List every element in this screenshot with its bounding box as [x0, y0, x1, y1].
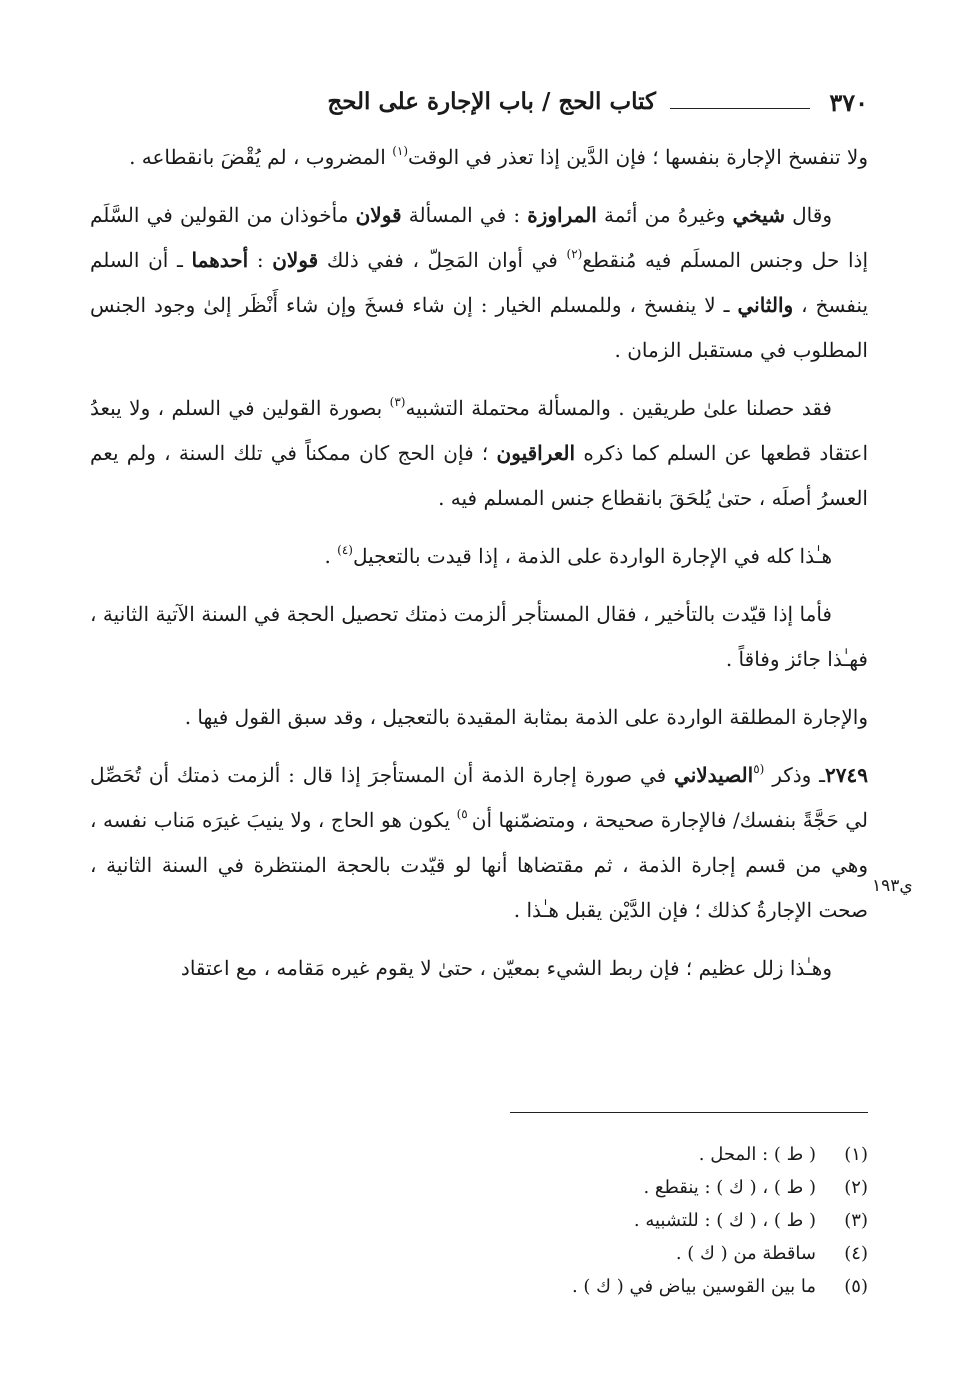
- paragraph-3: فقد حصلنا علىٰ طريقين . والمسألة محتملة التشبيه$^{(٣)}$ بصورة القولين في السلم ، ولا يبعدُ اعتقاد قطعها عن السلم كما ذكره العراقيون ؛ فإن الحج كان ممكناً في تلك السنة ، ولم يعم العسرُ أصلَه ، حتىٰ يُلحَقَ بانقطاع جنس المسلم فيه .: [90, 395, 868, 510]
- paragraph-4: هـٰذا كله في الإجارة الواردة على الذمة ، إذا قيدت بالتعجيل$^{(٤)}$ .: [324, 543, 832, 568]
- footnote-number: (٢): [844, 1177, 868, 1198]
- paragraph-7: ٢٧٤٩ـ وذكر $^{(٥}$الصيدلاني في صورة إجارة الذمة أن المستأجرَ إذا قال : ألزمت ذمتك أن تُحَصِّل لي حَجَّةً بنفسك/ فالإجارة صحيحة ، ومتضمّنها أن $^{٥)}$ يكون هو الحاج ، ولا ينيبَ غيرَه مَناب نفسه ، وهي من قسم إجارة الذمة ، ثم مقتضاها أنها لو قيّدت بالحجة المنتظرة في السنة الثانية ، صحت الإجارةُ كذلك ؛ فإن الدَّيْن يقبل هـٰذا .: [90, 762, 868, 922]
- footnotes: [400, 1138, 868, 1303]
- footnote-number: (٣): [844, 1210, 868, 1231]
- footnote-text: ساقطة من ( ك ) .: [675, 1243, 816, 1264]
- footnote-number: (١): [844, 1144, 868, 1165]
- paragraph-5: فأما إذا قيّدت بالتأخير ، فقال المستأجر ألزمت ذمتك تحصيل الحجة في السنة الآتية الثانية ، فهـٰذا جائز وفاقاً .: [90, 602, 868, 671]
- footnote-number: (٤): [844, 1243, 868, 1264]
- paragraph-1: ولا تنفسخ الإجارة بنفسها ؛ فإن الدَّين إذا تعذر في الوقت$^{(١)}$ المضروب ، لم يُقْضَ بانقطاعه .: [129, 144, 868, 169]
- footnote-item: [400, 1138, 868, 1171]
- footnote-item: [400, 1270, 868, 1303]
- footnote-number: (٥): [844, 1276, 868, 1297]
- footnote-text: ( ط ) ، ( ك ) : للتشبيه .: [633, 1210, 816, 1231]
- footnote-separator: [510, 1112, 868, 1113]
- manuscript-folio-note: ي١٩٣: [872, 876, 913, 896]
- main-text: [90, 135, 868, 1004]
- paragraph-2: وقال شيخي وغيرهُ من أئمة المراوزة : في المسألة قولان مأخوذان من القولين في السَّلَم إذا حل وجنس المسلَم فيه مُنقطع$^{(٢)}$ في أوان المَحِلّ ، ففي ذلك قولان : أحدهما ـ أن السلم ينفسخ ، والثاني ـ لا ينفسخ ، وللمسلم الخيار : إن شاء فسخَ وإن شاء أَنْظَر إلىٰ وجود الجنس المطلوب في مستقبل الزمان .: [90, 203, 869, 362]
- footnote-item: [400, 1171, 868, 1204]
- footnote-ref-5-close[interactable]: ٥): [456, 807, 472, 821]
- footnote-ref-5-open[interactable]: (٥: [753, 762, 765, 776]
- footnote-ref-2[interactable]: (٢): [566, 247, 583, 261]
- page-number: ٣٧٠: [829, 88, 868, 117]
- footnote-ref-1[interactable]: (١): [392, 144, 409, 158]
- section-number: ٢٧٤٩: [825, 763, 868, 787]
- paragraph-6: والإجارة المطلقة الواردة على الذمة بمثابة المقيدة بالتعجيل ، وقد سبق القول فيها .: [184, 705, 868, 729]
- footnote-text: ( ط ) ، ( ك ) : ينقطع .: [643, 1177, 816, 1198]
- header-rule: [670, 108, 810, 109]
- footnote-item: [400, 1237, 868, 1270]
- footnote-ref-3[interactable]: (٣): [389, 395, 406, 409]
- running-header: [90, 88, 868, 122]
- footnote-item: [400, 1204, 868, 1237]
- footnote-ref-4[interactable]: (٤): [337, 543, 353, 557]
- footnote-text: ( ط ) : المحل .: [698, 1144, 816, 1165]
- footnote-text: ما بين القوسين بياض في ( ك ) .: [571, 1276, 816, 1297]
- paragraph-8: وهـٰذا زلل عظيم ؛ فإن ربط الشيء بمعيّن ، حتىٰ لا يقوم غيره مَقامه ، مع اعتقاد: [180, 956, 832, 980]
- chapter-title: كتاب الحج / باب الإجارة على الحج: [327, 88, 656, 115]
